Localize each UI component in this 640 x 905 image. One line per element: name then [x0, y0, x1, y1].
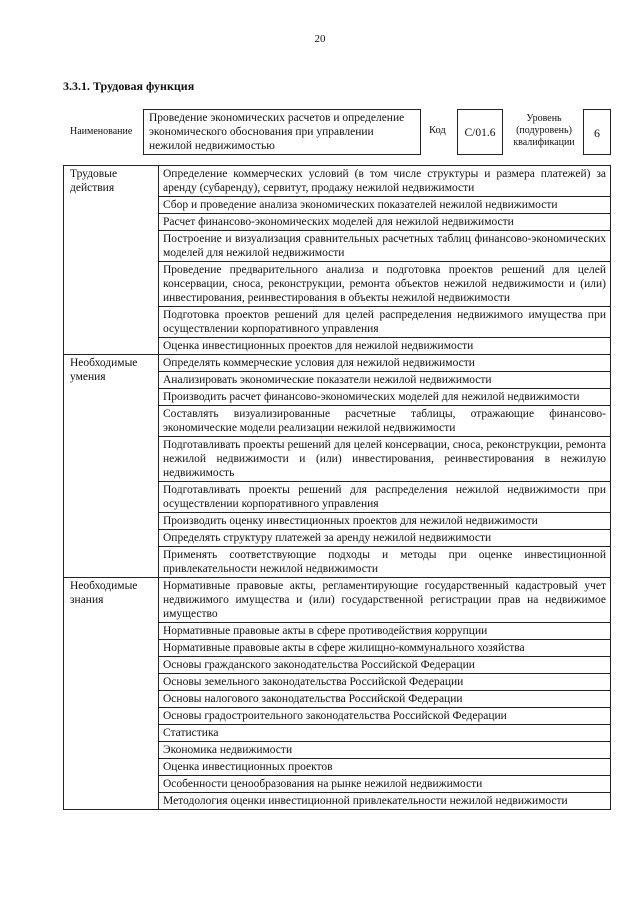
code-value: C/01.6: [457, 109, 503, 155]
group-item: Составлять визуализированные расчетные таблицы, отражающие финансово-экономические модели реализации нежилой недвижимости: [159, 406, 611, 437]
group-item: Основы гражданского законодательства Российской Федерации: [159, 657, 611, 674]
group-item: Проведение предварительного анализа и подготовка проектов решений для целей консервации, сноса, реконструкции, ремонта объектов нежилой недвижимости и (или) инвестирования, реинвестирования в объекты нежилой недвижимости: [159, 262, 611, 307]
group-title: Необходимые умения: [64, 355, 159, 578]
group-item: Построение и визуализация сравнительных расчетных таблиц финансово-экономических моделей для нежилой недвижимости: [159, 231, 611, 262]
group-item: Основы налогового законодательства Российской Федерации: [159, 691, 611, 708]
group-item: Производить оценку инвестиционных проектов для нежилой недвижимости: [159, 513, 611, 530]
group-item: Оценка инвестиционных проектов для нежилой недвижимости: [159, 338, 611, 355]
level-value: 6: [583, 109, 611, 155]
function-table: [63, 165, 611, 810]
group-item: Подготовка проектов решений для целей распределения недвижимого имущества при осуществлении корпоративного управления: [159, 307, 611, 338]
level-label: Уровень (подуровень) квалификации: [513, 113, 575, 148]
section-title: 3.3.1. Трудовая функция: [63, 79, 195, 93]
group-item: Оценка инвестиционных проектов: [159, 759, 611, 776]
group-item: Подготавливать проекты решений для целей консервации, сноса, реконструкции, ремонта нежилой недвижимости и (или) инвестирования, реинвестирования в нежилую недвижимость: [159, 437, 611, 482]
page-number: 20: [314, 33, 326, 45]
group-item: Сбор и проведение анализа экономических показателей нежилой недвижимости: [159, 197, 611, 214]
table-row: [64, 578, 611, 623]
code-label: Код: [429, 125, 446, 136]
group-item: Расчет финансово-экономических моделей для нежилой недвижимости: [159, 214, 611, 231]
table-row: [64, 355, 611, 372]
name-label: Наименование: [70, 126, 133, 137]
group-title: Необходимые знания: [64, 578, 159, 810]
group-item: Нормативные правовые акты в сфере противодействия коррупции: [159, 623, 611, 640]
group-item: Особенности ценообразования на рынке нежилой недвижимости: [159, 776, 611, 793]
group-item: Подготавливать проекты решений для распределения нежилой недвижимости при осуществлении корпоративного управления: [159, 482, 611, 513]
group-item: Определять структуру платежей за аренду нежилой недвижимости: [159, 530, 611, 547]
group-title: Трудовые действия: [64, 166, 159, 355]
name-value: Проведение экономических расчетов и определение экономического обоснования при управлении нежилой недвижимостью: [143, 109, 421, 155]
group-item: Определять коммерческие условия для нежилой недвижимости: [159, 355, 611, 372]
group-item: Нормативные правовые акты, регламентирующие государственный кадастровый учет недвижимого имущества и (или) государственной регистрации прав на недвижимое имущество: [159, 578, 611, 623]
group-item: Основы градостроительного законодательства Российской Федерации: [159, 708, 611, 725]
function-header: [63, 109, 611, 157]
group-item: Определение коммерческих условий (в том числе структуры и размера платежей) за аренду (субаренду), сервитут, продажу нежилой недвижимости: [159, 166, 611, 197]
group-item: Производить расчет финансово-экономических моделей для нежилой недвижимости: [159, 389, 611, 406]
group-item: Методология оценки инвестиционной привлекательности нежилой недвижимости: [159, 793, 611, 810]
group-item: Анализировать экономические показатели нежилой недвижимости: [159, 372, 611, 389]
table-row: [64, 166, 611, 197]
group-item: Экономика недвижимости: [159, 742, 611, 759]
group-item: Применять соответствующие подходы и методы при оценке инвестиционной привлекательности нежилой недвижимости: [159, 547, 611, 578]
group-item: Статистика: [159, 725, 611, 742]
group-item: Нормативные правовые акты в сфере жилищно-коммунального хозяйства: [159, 640, 611, 657]
group-item: Основы земельного законодательства Российской Федерации: [159, 674, 611, 691]
